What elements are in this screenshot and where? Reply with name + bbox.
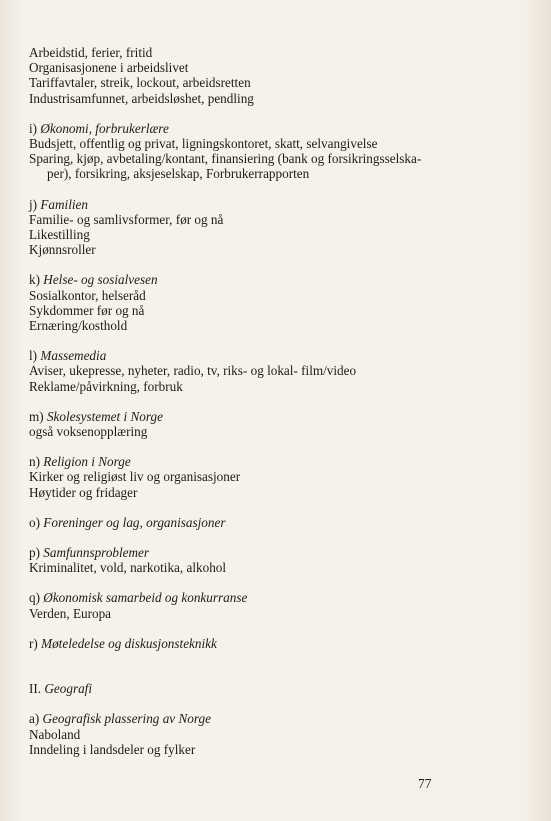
text-line: per), forsikring, aksjeselskap, Forbrukerrapporten [47,166,310,182]
page-content [29,45,529,757]
text-line: Likestilling [29,227,90,243]
section-heading [29,636,529,651]
section-title: Samfunnsproblemer [43,545,150,561]
section-title: Massemedia [40,348,107,364]
section-heading [29,545,529,560]
section-o [29,515,529,530]
part-numeral: II. [29,681,42,697]
text-line: Aviser, ukepresse, nyheter, radio, tv, riks- og lokal- film/video [29,363,357,379]
section-heading [29,272,529,287]
section-heading [29,590,529,605]
text-line: Sparing, kjøp, avbetaling/kontant, finansiering (bank og forsikringsselska- [29,151,422,167]
text-line: Ernæring/kosthold [29,318,128,334]
section-l [29,348,529,394]
section-heading [29,121,529,136]
text-line: Industrisamfunnet, arbeidsløshet, pendling [29,90,254,106]
section-heading [29,197,529,212]
text-line: Høytider og fridager [29,484,138,500]
section-heading [29,348,529,363]
section-letter: n) [29,454,40,470]
section-letter: a) [29,711,40,727]
text-line: Naboland [29,726,81,742]
section-letter: l) [29,348,38,364]
section-r [29,636,529,651]
part-title: Geografi [44,681,93,697]
section-title: Foreninger og lag, organisasjoner [43,514,226,530]
section-heading [29,515,529,530]
section-i [29,121,529,182]
section-heading [29,454,529,469]
section-letter: r) [29,635,38,651]
text-line: Reklame/påvirkning, forbruk [29,378,183,394]
text-line: Sosialkontor, helseråd [29,287,146,303]
section-letter: k) [29,272,40,288]
section-title: Helse- og sosialvesen [43,272,158,288]
text-line: Arbeidstid, ferier, fritid [29,45,153,60]
section-heading [29,409,529,424]
section-k [29,272,529,333]
text-line: Budsjett, offentlig og privat, ligningskontoret, skatt, selvangivelse [29,136,378,152]
section-heading [29,711,529,726]
section-letter: q) [29,590,40,606]
section-m [29,409,529,439]
text-line: Tariffavtaler, streik, lockout, arbeidsretten [29,75,251,91]
text-line: Verden, Europa [29,605,112,621]
section-letter: o) [29,514,40,530]
text-line: Kirker og religiøst liv og organisasjoner [29,469,241,485]
section-title: Økonomisk samarbeid og konkurranse [43,590,248,606]
part-two-heading [29,681,529,696]
text-line: Kjønnsroller [29,242,96,258]
text-line: Organisasjonene i arbeidslivet [29,60,189,76]
section-letter: m) [29,408,44,424]
section-title: Møteledelse og diskusjonsteknikk [41,635,217,651]
section-j [29,197,529,258]
section-title: Skolesystemet i Norge [46,408,163,424]
section-title: Geografisk plassering av Norge [42,711,211,727]
text-line: Sykdommer før og nå [29,302,145,318]
section-q [29,590,529,620]
section-n [29,454,529,500]
section-letter: i) [29,120,38,136]
section-letter: p) [29,545,40,561]
text-line: Inndeling i landsdeler og fylker [29,741,196,757]
section-title: Religion i Norge [43,454,131,470]
text-line: Familie- og samlivsformer, før og nå [29,211,224,227]
text-line: også voksenopplæring [29,424,148,440]
section-ii-a [29,711,529,757]
section-p [29,545,529,575]
section-letter: j) [29,196,38,212]
text-line: Kriminalitet, vold, narkotika, alkohol [29,560,227,576]
intro-block [29,45,529,106]
section-title: Familien [40,196,88,212]
section-title: Økonomi, forbrukerlære [40,120,169,136]
page-number: 77 [418,776,432,791]
